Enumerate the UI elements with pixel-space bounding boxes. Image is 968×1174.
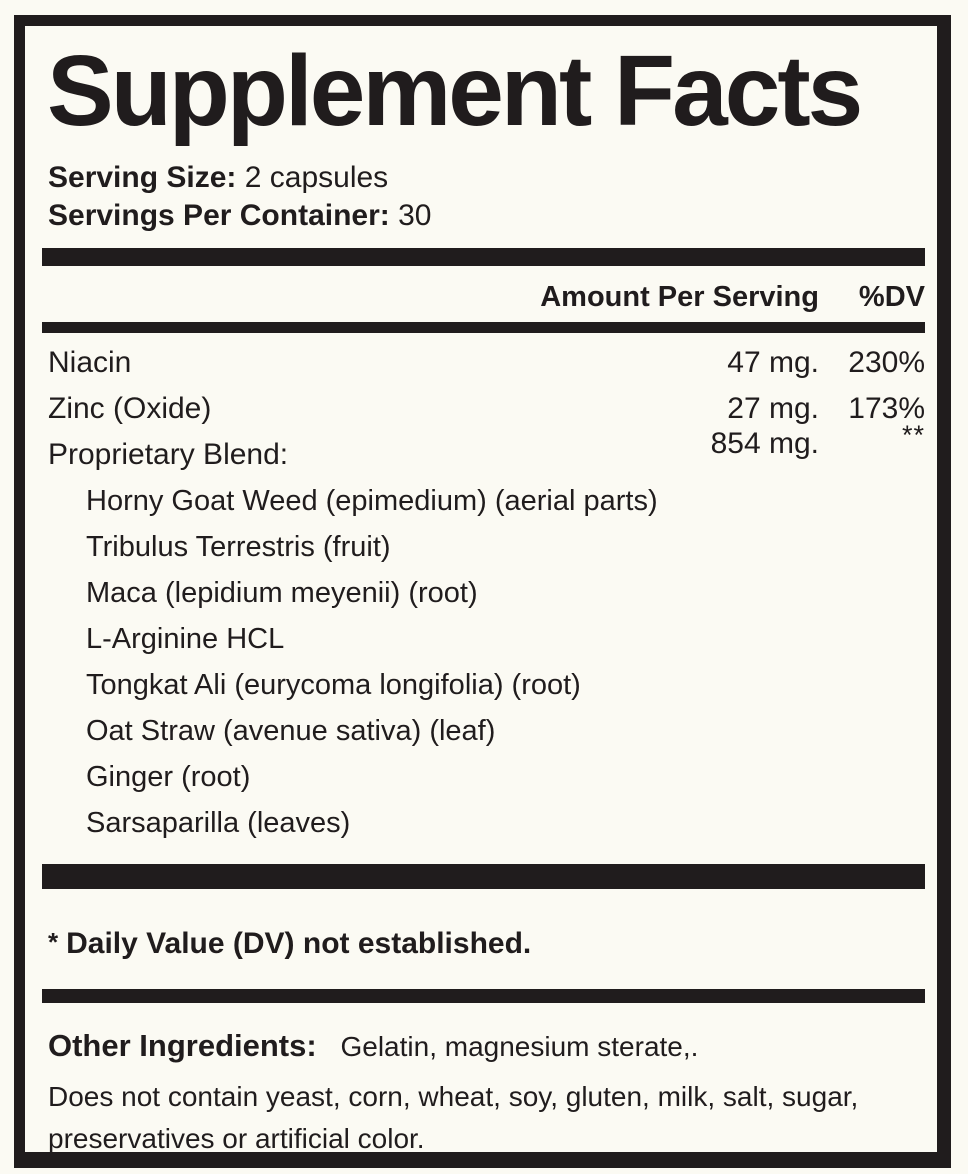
other-ingredients-label: Other Ingredients: — [48, 1028, 317, 1063]
blend-ingredient: Maca (lepidium meyenii) (root) — [86, 577, 478, 609]
blend-ingredient: Oat Straw (avenue sativa) (leaf) — [86, 715, 496, 747]
blend-ingredient: Tribulus Terrestris (fruit) — [86, 531, 391, 563]
header-rule — [42, 322, 925, 333]
nutrient-amount: 47 mg. — [727, 346, 819, 379]
nutrient-dv: ** — [901, 420, 925, 450]
thick-divider-middle — [42, 864, 925, 889]
thick-divider-top — [42, 248, 925, 266]
nutrient-row-niacin — [42, 340, 925, 386]
serving-size-label: Serving Size: — [48, 161, 237, 194]
disclaimer-line-1: Does not contain yeast, corn, wheat, soy, gluten, milk, salt, sugar, — [48, 1081, 859, 1112]
column-header-row — [42, 266, 925, 322]
thin-divider-bottom — [42, 989, 925, 1003]
blend-ingredient: Tongkat Ali (eurycoma longifolia) (root) — [86, 669, 581, 701]
blend-ingredient-list — [42, 478, 925, 846]
contains-disclaimer — [48, 1076, 925, 1160]
blend-ingredient: Ginger (root) — [86, 761, 251, 793]
nutrient-row-proprietary-blend — [42, 420, 925, 478]
asterisk-marker: * — [48, 927, 59, 957]
disclaimer-line-2: preservatives or artificial color. — [48, 1123, 425, 1154]
nutrient-name: Zinc (Oxide) — [48, 392, 212, 425]
nutrient-amount: 27 mg. — [727, 392, 819, 425]
nutrient-amount: 854 mg. — [710, 427, 819, 460]
servings-per-container-value: 30 — [398, 199, 432, 232]
amount-per-serving-header: Amount Per Serving — [540, 281, 819, 313]
servings-per-container-label: Servings Per Container: — [48, 199, 390, 232]
panel-title: Supplement Facts — [47, 35, 861, 147]
supplement-facts-panel — [14, 15, 951, 1168]
serving-info — [42, 159, 925, 235]
blend-ingredient: Sarsaparilla (leaves) — [86, 807, 351, 839]
other-ingredients-line — [48, 1025, 925, 1068]
blend-ingredient: Horny Goat Weed (epimedium) (aerial parts) — [86, 485, 658, 517]
nutrient-name: Proprietary Blend: — [48, 438, 289, 471]
nutrient-rows — [42, 340, 925, 846]
nutrient-name: Niacin — [48, 346, 132, 379]
dv-footnote — [42, 927, 925, 961]
other-ingredients-value: Gelatin, magnesium sterate,. — [340, 1031, 699, 1062]
dv-footnote-text: Daily Value (DV) not established. — [66, 927, 532, 960]
blend-ingredient: L-Arginine HCL — [86, 623, 285, 655]
servings-per-container-line — [48, 197, 925, 235]
other-ingredients-section — [42, 1025, 925, 1160]
serving-size-value: 2 capsules — [244, 161, 389, 194]
serving-size-line — [48, 159, 925, 197]
nutrient-dv: 173% — [848, 392, 925, 425]
nutrient-dv: 230% — [848, 346, 925, 379]
percent-dv-header: %DV — [858, 281, 925, 313]
